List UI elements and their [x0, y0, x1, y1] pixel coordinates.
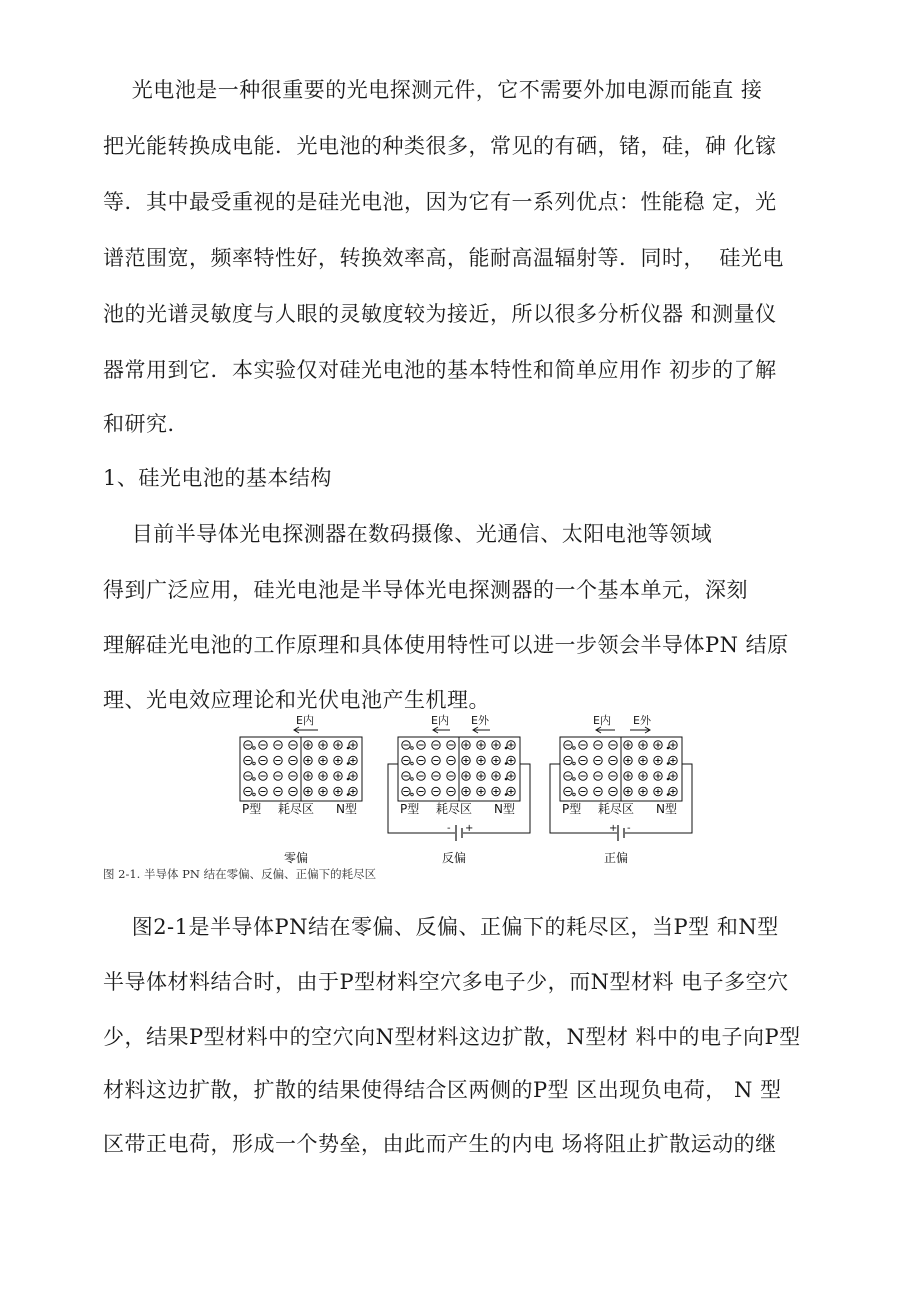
- text-line: 等．其中最受重视的是硅光电池，因为它有一系列优点：性能稳 定，光: [103, 190, 777, 214]
- bias-label: 反偏: [442, 851, 467, 865]
- text-line: 器常用到它．本实验仅对硅光电池的基本特性和简单应用作 初步的了解: [103, 358, 777, 382]
- field-label-e-inner: E内: [431, 714, 449, 727]
- electron-dot: [505, 793, 508, 796]
- electron-dot: [667, 778, 670, 781]
- electron-dot: [667, 762, 670, 765]
- text-line: 半导体材料结合时，由于P型材料空穴多电子少，而N型材料 电子多空穴: [103, 970, 789, 994]
- electron-dot: [667, 747, 670, 750]
- p-type-label: P型: [242, 802, 262, 816]
- pn-junction-panel: [240, 713, 362, 865]
- n-type-label: N型: [336, 802, 357, 816]
- figure-caption: 图 2-1. 半导体 PN 结在零偏、反偏、正偏下的耗尽区: [103, 867, 377, 881]
- text-line: 谱范围宽，频率特性好，转换效率高，能耐高温辐射等．同时， 硅光电: [103, 246, 784, 270]
- battery-right-terminal: -: [627, 823, 631, 834]
- depletion-region-label: 耗尽区: [598, 802, 635, 816]
- field-label-e-inner: E内: [296, 714, 314, 727]
- pn-junction-panel: [388, 713, 530, 865]
- electron-dot: [347, 778, 350, 781]
- electron-dot: [505, 778, 508, 781]
- depletion-region-label: 耗尽区: [278, 802, 315, 816]
- bias-label: 零偏: [284, 851, 309, 865]
- text-line: 理解硅光电池的工作原理和具体使用特性可以进一步领会半导体PN 结原: [103, 633, 789, 657]
- text-line: 少，结果P型材料中的空穴向N型材料这边扩散，N型材 料中的电子向P型: [103, 1025, 801, 1049]
- text-line: 图2-1是半导体PN结在零偏、反偏、正偏下的耗尽区，当P型 和N型: [103, 915, 779, 939]
- electron-dot: [505, 762, 508, 765]
- n-type-label: N型: [656, 802, 677, 816]
- field-label-e-inner: E内: [593, 714, 611, 727]
- field-label-e-outer: E外: [471, 714, 489, 727]
- p-type-label: P型: [400, 802, 420, 816]
- text-line: 把光能转换成电能．光电池的种类很多，常见的有硒，锗，硅，砷 化镓: [103, 134, 777, 158]
- section-heading: 1、硅光电池的基本结构: [103, 466, 332, 490]
- text-line: 池的光谱灵敏度与人眼的灵敏度较为接近，所以很多分析仪器 和测量仪: [103, 302, 777, 326]
- text-line: 得到广泛应用，硅光电池是半导体光电探测器的一个基本单元，深刻: [103, 578, 748, 602]
- field-label-e-outer: E外: [633, 714, 651, 727]
- pn-junction-panel: [550, 713, 692, 865]
- text-line: 和研究．: [103, 412, 189, 436]
- battery-left-terminal: -: [447, 823, 451, 834]
- p-type-label: P型: [562, 802, 582, 816]
- bias-label: 正偏: [604, 851, 629, 865]
- text-line: 光电池是一种很重要的光电探测元件，它不需要外加电源而能直 接: [103, 78, 763, 102]
- pn-junction-figure: [230, 700, 710, 875]
- electron-dot: [667, 793, 670, 796]
- depletion-region-label: 耗尽区: [436, 802, 473, 816]
- electron-dot: [347, 747, 350, 750]
- electron-dot: [347, 793, 350, 796]
- text-line: 区带正电荷，形成一个势垒，由此而产生的内电 场将阻止扩散运动的继: [103, 1132, 777, 1156]
- battery-right-terminal: +: [465, 823, 474, 834]
- electron-dot: [505, 747, 508, 750]
- text-line: 目前半导体光电探测器在数码摄像、光通信、太阳电池等领域: [103, 522, 713, 546]
- text-line: 材料这边扩散，扩散的结果使得结合区两侧的P型 区出现负电荷， N 型: [103, 1078, 782, 1102]
- n-type-label: N型: [494, 802, 515, 816]
- text-line: 理、光电效应理论和光伏电池产生机理。: [103, 688, 490, 712]
- electron-dot: [347, 762, 350, 765]
- battery-left-terminal: +: [609, 823, 618, 834]
